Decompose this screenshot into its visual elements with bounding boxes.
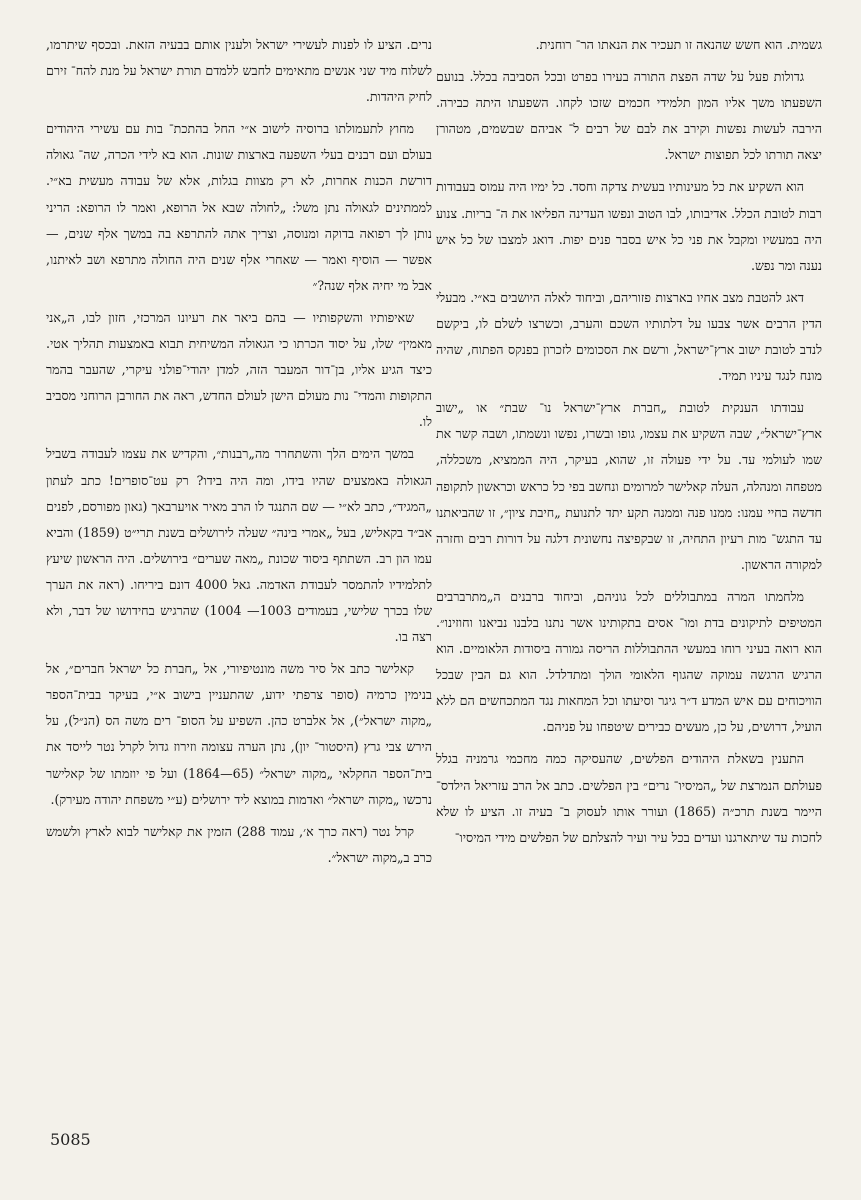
paragraph: מחוץ לתעמולתו ברוסיה לישוב א״י החל בהתכת־ בות עם עשירי היהודים בעולם ועם רבנים בעלי השפעה בארצות שונות. הוא בא לידי הכרה, שה־ גאולה דורשת הכנות אחרות, לא רק מצוות בגלות, אלא של עבודה מעשית בא״י. לממתינים לגאולה נתן משל: „לחולה שבא אל הרופא, ואמר לו הרופא: הריני נותן לך רפואה בדוקה ומנוסה, וצריך אתה להתרפא בה במשך אלף שנים, — אפשר — הוסיף ואמר — שאחרי אלף שנים היה החולה מתרפא ושב לאיתנו, אבל מי יחיה אלף שנה?״	[46, 121, 432, 293]
paragraph: התענין בשאלת היהודים הפלשים, שהעסיקה כמה מחכמי גרמניה בגלל פעולתם הנמרצת של „המיסיו־ נרים״ בין הפלשים. כתב אל הרב עזריאל הילדס־ היימר בשנת תרכ״ה (1865) ועורר אותו לעסוק ב־ בעיה זו. הציע לו שלא לחכות עד שיתארגנו ועדים בכל עיר ועיר להצלתם של הפלשים מידי המיסיו־	[436, 751, 822, 845]
paragraph: גשמית. הוא חשש שהנאה זו תעכיר את הנאתו הר־ רוחנית.	[535, 37, 822, 52]
paragraph: נרים. הציע לו לפנות לעשירי ישראל ולענין אותם בבעיה הזאת. ובכסף שיתרמו, לשלוח מיד שני אנשים מתאימים לחבש ללמדם תורת ישראל על מנת להח־ זירם לחיק היהדות.	[46, 37, 432, 105]
paragraph: במשך הימים הלך והשתחרר מה„רבנות״, והקדיש את עצמו לעבודה בשביל הגאולה באמצעים שהיו בידו, ומה היה בידו? רק עט־סופרים! כתב לעתון „המגיד״, כתב לא״י — שם התנגד לו הרב מאיר אויערבאך (גאון מפורסם, לפנים אב״ד בקאליש, בעל „אמרי בינה״ שעלה לירושלים בשנת תרי״ט (1859) והביא עמו הון רב. השתתף ביסוד שכונת „מאה שערים״ בירושלים. היה הראשון שיעץ לתלמידיו להתמסר לעבודת האדמה. גאל 4000 דונם ביריחו. (ראה את הערך שלו בכרך שלישי, בעמודים 1003— 1004) שהרגיש בחידושו של דבר, ולא רצה בו.	[46, 446, 433, 645]
right-text-column	[436, 32, 822, 851]
paragraph: עבודתו הענקית לטובת „חברת ארץ־ישראל נו־ שבת״ או „ישוב ארץ־ישראל״, שבה השקיע את עצמו, גופו ובשרו, נפשו ונשמתו, ושבה קשר את שמו לעולמי עד. על ידי פעולה זו, שהוא, בעיקר, היה הממציא, משכללה, מטפחה ומנהלה, העלה קאלישר למרומים ונחשב בפי כל כראש וכראשון לתקופה חדשה בחיי עמנו: ממנו פנה וממנה תקע יתד לתנועת „חיבת ציון״, זו שהביאתנו עד התגש־ מות רעיון התחיה, זו שבקפיצה נחשונית דלגה על דורות רבים וחזרה למקורה הראשון.	[436, 400, 822, 572]
paragraph: שאיפותיו והשקפותיו — בהם ביאר את רעיונו המרכזי, חזון לבו, ה„אני מאמין״ שלו, על יסוד הכרתו כי הגאולה המשיחית תבוא באמצעות תהליך אטי. כיצד הגיע אליו, בן־דור המעבר הזה, למדן יהודי־פולני עיקרי, שהעבר בהמר התקופות והמדי־ נות מעולם הישן לעולם החדש, ראה את החורבן הרוחני מסביב לו.	[46, 309, 432, 430]
paragraph: הוא השקיע את כל מעינותיו בעשית צדקה וחסד. כל ימיו היה עמוס בעבודות רבות לטובת הכלל. אדיבותו, לבו הטוב ונפשו העדינה הפליאו את ה־ בריות. צנוע היה במעשיו ומקבל את פני כל איש בסבר פנים יפות. דואג למצבו של כל איש נענה ומר נפש.	[436, 179, 822, 273]
paragraph: קאלישר כתב אל סיר משה מונטיפיורי, אל „חברת כל ישראל חברים״, אל בנימין כרמיה (סופר צרפתי ידוע, שהתעניין בישוב א״י, בעיקר בבית־הספר „מקוה ישראל״), אל אלברט כהן. השפיע על הסופ־ רים משה הס (הנ״ל), על הירש צבי גרץ (היסטור־ יון), נתן הערה עצומה וזירוז גדול לקרל נטר לייסד את בית־הספר החקלאי „מקוה ישראל״ (65—1864) ועל פי יוזמתו של קאלישר נרכשו „מקוה ישראל״ ואדמות במוצא ליד ירושלים (ע״י משפחת יהודה מעירק).	[46, 661, 432, 807]
page-number: 5085	[50, 1130, 91, 1149]
paragraph: דאג להטבת מצב אחיו בארצות פזוריהם, וביחוד לאלה היושבים בא״י. מבעלי הדין הרבים אשר צבעו על דלתותיו השכם והערב, וכשרצו לשלם לו, ביקשם לנדב לטובת ישוב ארץ־ישראל, ורשם את הסכומים לזכרון בפנקס הפתוח, שהיה מונח לנגד עיניו תמיד.	[436, 289, 822, 384]
paragraph: גדולות פעל על שדה הפצת התורה בעירו בפרט ובכל הסביבה בכלל. בנועם השפעתו משך אליו המון תלמידי חכמים שזכו לקחו. השפעתו היתה כבירה. הירבה לעשות נפשות וקירב את לבם של רבים ל־ אביהם שבשמים, מטהורן יצאה תורתו לכל תפוצות ישראל.	[436, 69, 822, 163]
paragraph: קרל נטר (ראה כרך א׳, עמוד 288) הזמין את קאלישר לבוא לארץ ולשמש כרב ב„מקוה ישראל״.	[46, 823, 432, 865]
left-text-column	[46, 32, 432, 871]
paragraph: מלחמתו המרה במתבוללים לכל גוניהם, וביחוד ברבנים ה„מתרברבים המטיפים לתיקונים בדת ומו־ אסים בתקותינו אשר נתנו בלבנו נביאנו וחוזינו״. הוא רואה בעיני רוחו במעשי ההתבוללות הריסה גמורה ביסודות הלאומיים. הוא הרגיש הרגשה עמוקה שהגוף הלאומי הולך ומתדלדל. הוא גם הבין שבכל הוויכוחים עם איש המדע ד״ר גיגר וסיעתו וכל המחאות נגד המתכחשים הם ללא הועיל, דרושים, על כן, מעשים כבירים שיטפחו על פניהם.	[436, 588, 822, 735]
